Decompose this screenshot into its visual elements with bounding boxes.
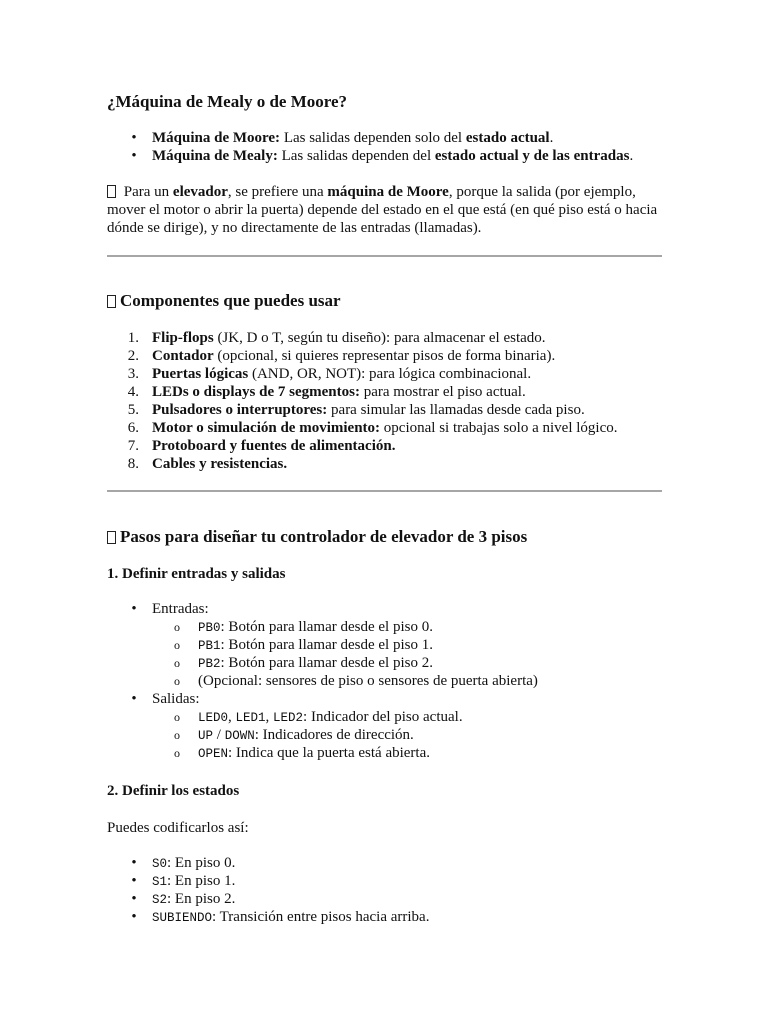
mealy-moore-list [107,129,663,165]
list-item: 8. Cables y resistencias. [127,456,288,472]
list-item: 2. Contador (opcional, si quieres representar pisos de forma binaria). [127,348,556,364]
list-item: o (Opcional: sensores de piso o sensores de puerta abierta) [174,673,538,689]
step1-title: 1. Definir entradas y salidas [107,566,286,582]
list-item: o PB1: Botón para llamar desde el piso 1. [174,637,433,653]
section-title-steps: Pasos para diseñar tu controlador de elevador de 3 pisos [107,527,663,547]
list-item: • S2: En piso 2. [131,891,236,907]
list-item: o OPEN: Indica que la puerta está abierta. [174,745,430,761]
list-item: • Entradas: [131,601,209,617]
list-item: • S1: En piso 1. [131,873,236,889]
elevator-explanation-paragraph: Para un elevador, se prefiere una máquina de Moore, porque la salida (por ejemplo, mover el motor o abrir la puerta) depende del estado en el que está (en qué piso está o hacia dónde se dirige), y no directamente de las entradas (llamadas). [107,184,658,236]
list-item: 6. Motor o simulación de movimiento: opcional si trabajas solo a nivel lógico. [127,420,618,436]
step2-title: 2. Definir los estados [107,783,240,799]
list-item: • S0: En piso 0. [131,855,236,871]
list-item: o LED0, LED1, LED2: Indicador del piso actual. [174,709,463,725]
inputs-outputs-list [107,600,663,762]
list-item: • Salidas: [131,691,200,707]
list-item: o PB2: Botón para llamar desde el piso 2. [174,655,433,671]
emoji-placeholder-icon [107,185,116,198]
list-item: 1. Flip-flops (JK, D o T, según tu diseño): para almacenar el estado. [127,330,546,346]
components-list [107,329,663,473]
list-item: • Máquina de Moore: Las salidas dependen solo del estado actual. [131,130,554,146]
list-item: o PB0: Botón para llamar desde el piso 0. [174,619,433,635]
states-list [107,854,663,926]
list-item: 3. Puertas lógicas (AND, OR, NOT): para lógica combinacional. [127,366,532,382]
list-item: 4. LEDs o displays de 7 segmentos: para mostrar el piso actual. [127,384,526,400]
list-item: o UP / DOWN: Indicadores de dirección. [174,727,414,743]
horizontal-rule [107,255,662,257]
list-item: 5. Pulsadores o interruptores: para simular las llamadas desde cada piso. [127,402,585,418]
section-title-components: Componentes que puedes usar [107,291,663,311]
states-intro: Puedes codificarlos así: [107,820,249,836]
emoji-placeholder-icon [107,531,116,544]
list-item: • SUBIENDO: Transición entre pisos hacia arriba. [131,909,430,925]
list-item: • Máquina de Mealy: Las salidas dependen del estado actual y de las entradas. [131,148,634,164]
horizontal-rule [107,490,662,492]
emoji-placeholder-icon [107,295,116,308]
section-title-mealy-moore: ¿Máquina de Mealy o de Moore? [107,92,348,111]
list-item: 7. Protoboard y fuentes de alimentación. [127,438,396,454]
